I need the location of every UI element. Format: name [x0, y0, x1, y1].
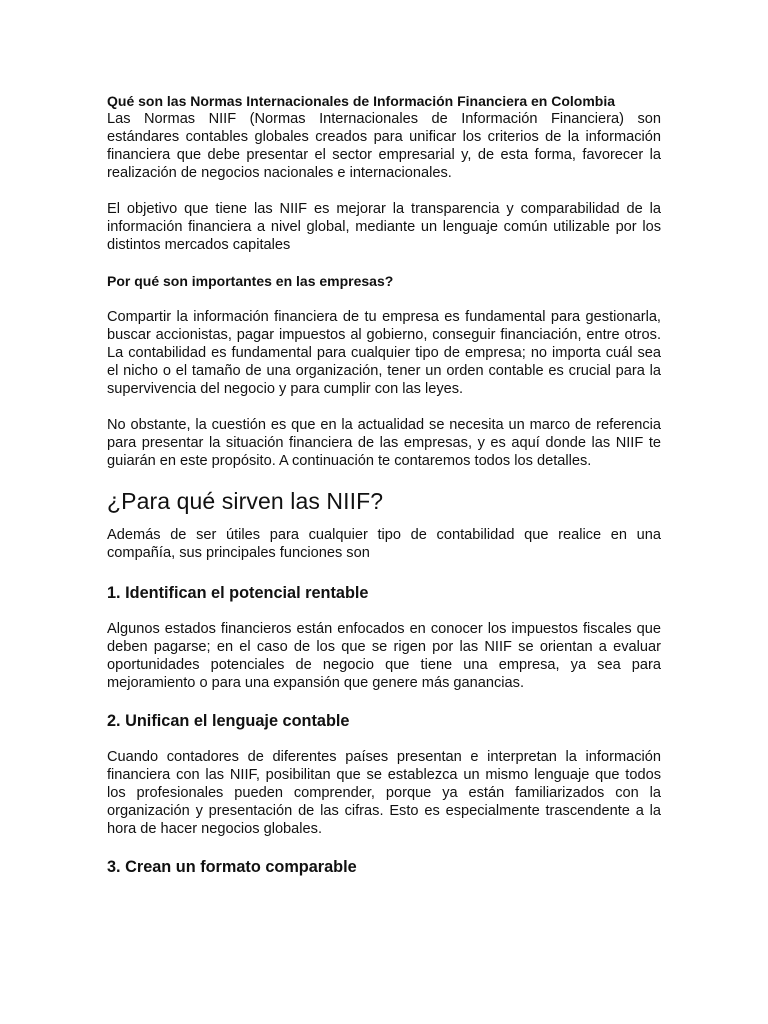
intro-title: Qué son las Normas Internacionales de Información Financiera en Colombia [107, 93, 616, 109]
paragraph-function-1: Algunos estados financieros están enfocados en conocer los impuestos fiscales que deben pagarse; en el caso de los que se rigen por las NIIF se orientan a evaluar oportunidades potenciales de negocio que tiene una empresa, ya sea para mejoramiento o para una expansión que genere más ganancias. [107, 621, 661, 691]
heading-function-1: 1. Identifican el potencial rentable [107, 584, 369, 602]
paragraph-framework: No obstante, la cuestión es que en la actualidad se necesita un marco de referencia para presentar la situación financiera de las empresas, y es aquí donde las NIIF te guiarán en este propósito. A continuación te contaremos todos los detalles. [107, 417, 661, 469]
heading-function-2: 2. Unifican el lenguaje contable [107, 712, 350, 730]
paragraph-function-2: Cuando contadores de diferentes países presentan e interpretan la información financiera con las NIIF, posibilitan que se establezca un mismo lenguaje que todos los profesionales pueden comprender, porque ya están familiarizados con la organización y presentación de las cifras. Esto es especialmente trascendente a la hora de hacer negocios globales. [107, 749, 661, 837]
document-body [107, 92, 661, 878]
heading-function-3: 3. Crean un formato comparable [107, 858, 357, 876]
main-heading: ¿Para qué sirven las NIIF? [107, 488, 384, 514]
paragraph-niif-definition: Las Normas NIIF (Normas Internacionales de Información Financiera) son estándares contables globales creados para unificar los criterios de la información financiera que debe presentar el sector empresarial y, de esta forma, favorecer la realización de negocios nacionales e internacionales. [107, 111, 661, 181]
paragraph-functions-intro: Además de ser útiles para cualquier tipo de contabilidad que realice en una compañía, sus principales funciones son [107, 527, 661, 561]
question-title: Por qué son importantes en las empresas? [107, 273, 394, 289]
paragraph-niif-objective: El objetivo que tiene las NIIF es mejorar la transparencia y comparabilidad de la información financiera a nivel global, mediante un lenguaje común utilizable por los distintos mercados capitales [107, 201, 661, 253]
paragraph-importance: Compartir la información financiera de tu empresa es fundamental para gestionarla, buscar accionistas, pagar impuestos al gobierno, conseguir financiación, entre otros. La contabilidad es fundamental para cualquier tipo de empresa; no importa cuál sea el nicho o el tamaño de una organización, tener un orden contable es crucial para la supervivencia del negocio y para cumplir con las leyes. [107, 309, 661, 397]
